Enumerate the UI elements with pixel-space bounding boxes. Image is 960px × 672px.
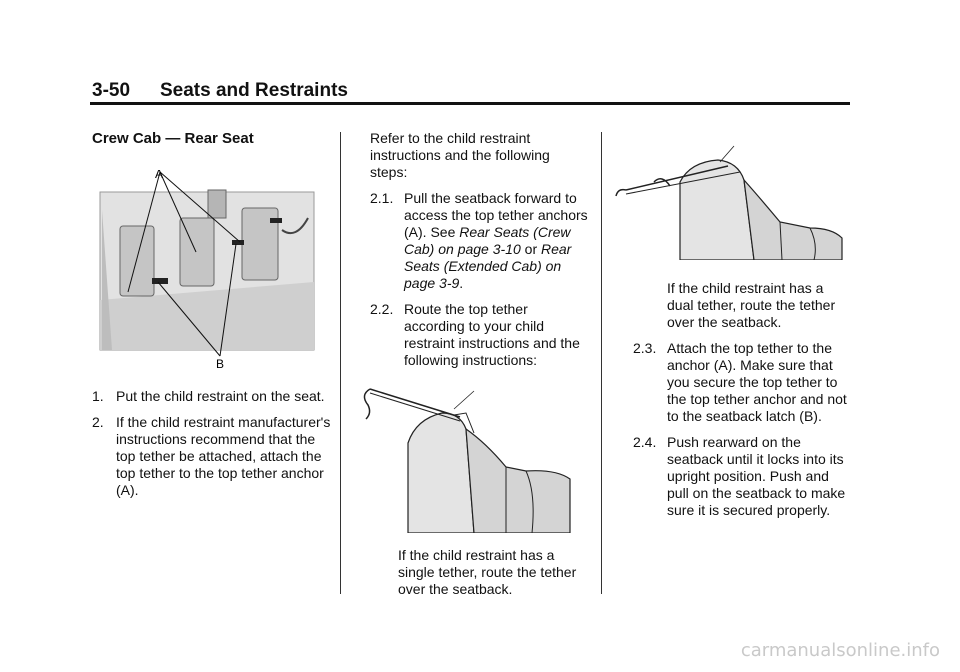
step-number: 2.1.	[370, 190, 394, 206]
step-2-4	[633, 434, 850, 519]
step-text: Push rearward on the seatback until it locks into its upright position. Push and pull on the seatback to make sure it is secured properly.	[667, 434, 846, 518]
step-number: 2.	[92, 414, 104, 430]
single-tether-illustration	[356, 383, 588, 533]
step-text: Pull the seatback forward to access the top tether anchors (A). See	[404, 190, 588, 240]
step-text: Route the top tether according to your child restraint instructions and the following instructions:	[404, 301, 580, 368]
step-text: If the child restraint manufacturer's instructions recommend that the top tether be attached, attach the top tether to the top tether anchor (A).	[116, 414, 331, 498]
single-tether-figure	[356, 383, 590, 537]
watermark: carmanualsonline.info	[740, 640, 940, 661]
step-1	[92, 388, 332, 405]
step-text-end: .	[459, 275, 464, 291]
step-text: Put the child restraint on the seat.	[116, 388, 325, 404]
step-number: 2.4.	[633, 434, 657, 450]
step-2-2	[370, 301, 590, 369]
rear-seat-figure	[92, 170, 332, 374]
rear-seat-illustration	[92, 170, 324, 370]
cross-reference-link[interactable]: Rear Seats (Crew Cab) on page 3-10	[404, 224, 571, 257]
step-2-3	[633, 340, 850, 425]
step-number: 2.2.	[370, 301, 394, 317]
step-number: 1.	[92, 388, 104, 404]
figure-caption: If the child restraint has a single tether, route the tether over the seatback.	[398, 547, 577, 597]
column-divider	[340, 132, 341, 594]
dual-tether-figure	[610, 142, 850, 264]
section-title: Seats and Restraints	[160, 80, 348, 101]
header-rule	[90, 102, 850, 105]
callout-label-b: B	[216, 357, 225, 370]
step-number: 2.3.	[633, 340, 657, 356]
dual-tether-illustration	[610, 142, 850, 260]
column-divider	[601, 132, 602, 594]
column-3	[610, 130, 850, 519]
callout-label-a: A	[155, 170, 164, 181]
column-2	[370, 130, 590, 598]
page-number: 3-50	[92, 80, 131, 101]
intro-text: Refer to the child restraint instructions and the following steps:	[370, 130, 550, 180]
step-text-or: or	[520, 241, 541, 257]
step-text: Attach the top tether to the anchor (A). Make sure that you secure the top tether to the top tether anchor and not to the seatback latch (B).	[667, 340, 847, 424]
step-2-1	[370, 190, 590, 292]
column-1	[92, 130, 332, 499]
figure-caption: If the child restraint has a dual tether, route the tether over the seatback.	[667, 280, 836, 330]
section-heading: Crew Cab — Rear Seat	[92, 130, 254, 147]
cross-reference-link[interactable]: Rear Seats (Extended Cab) on page 3-9	[404, 241, 572, 291]
step-2	[92, 414, 332, 499]
